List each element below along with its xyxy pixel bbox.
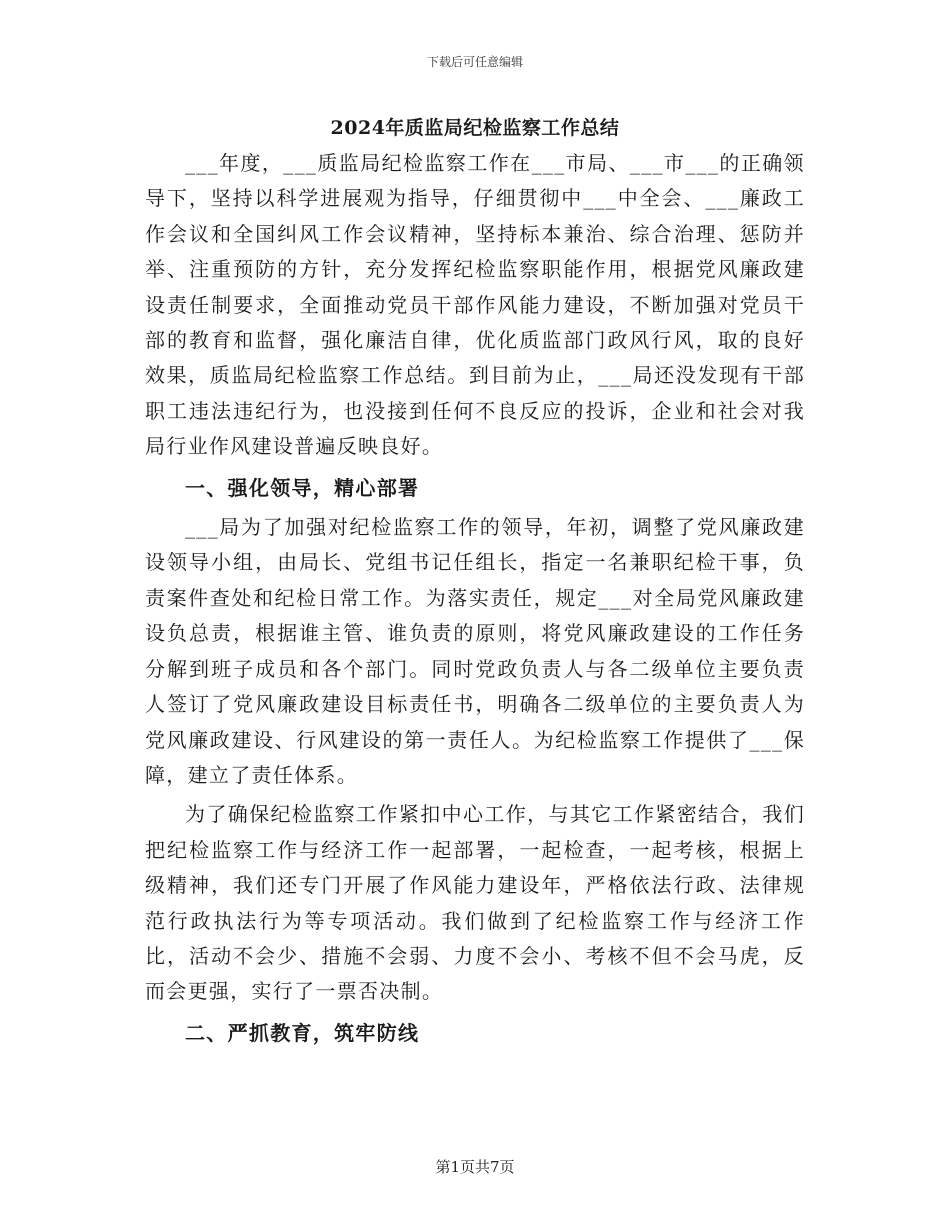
paragraph-section1-a: ___局为了加强对纪检监察工作的领导，年初，调整了党风廉政建设领导小组，由局长、党组书记任组长，指定一名兼职纪检干事，负责案件查处和纪检日常工作。为落实责任，规定___对全局党风廉政建设负总责，根据谁主管、谁负责的原则，将党风廉政建设的工作任务分解到班子成员和各个部门。同时党政负责人与各二级单位主要负责人签订了党风廉政建设目标责任书，明确各二级单位的主要负责人为党风廉政建设、行风建设的第一责任人。为纪检监察工作提供了___保障，建立了责任体系。 [145,515,805,787]
page-number: 第1页共7页 [435,1158,515,1176]
section-heading-1: 一、强化领导，精心部署 [185,475,420,500]
page-header-note: 下载后可任意编辑 [426,55,523,69]
section-heading-2: 二、严抓教育，筑牢防线 [185,1020,420,1045]
document-body [145,146,805,1055]
paragraph-intro: ___年度，___质监局纪检监察工作在___市局、___市___的正确领导下，坚持以科学进展观为指导，仔细贯彻中___中全会、___廉政工作会议和全国纠风工作会议精神，坚持标本兼治、综合治理、惩防并举、注重预防的方针，充分发挥纪检监察职能作用，根据党风廉政建设责任制要求，全面推动党员干部作风能力建设，不断加强对党员干部的教育和监督，强化廉洁自律，优化质监部门政风行风，取的良好效果，质监局纪检监察工作总结。到目前为止，___局还没发现有干部职工违法违纪行为，也没接到任何不良反应的投诉，企业和社会对我局行业作风建设普遍反映良好。 [145,151,805,459]
paragraph-section1-b: 为了确保纪检监察工作紧扣中心工作，与其它工作紧密结合，我们把纪检监察工作与经济工作一起部署，一起检查，一起考核，根据上级精神，我们还专门开展了作风能力建设年，严格依法行政、法律规范行政执法行为等专项活动。我们做到了纪检监察工作与经济工作比，活动不会少、措施不会弱、力度不会小、考核不但不会马虎，反而会更强，实行了一票否决制。 [145,802,805,1004]
document-title: 2024年质监局纪检监察工作总结 [330,117,620,139]
